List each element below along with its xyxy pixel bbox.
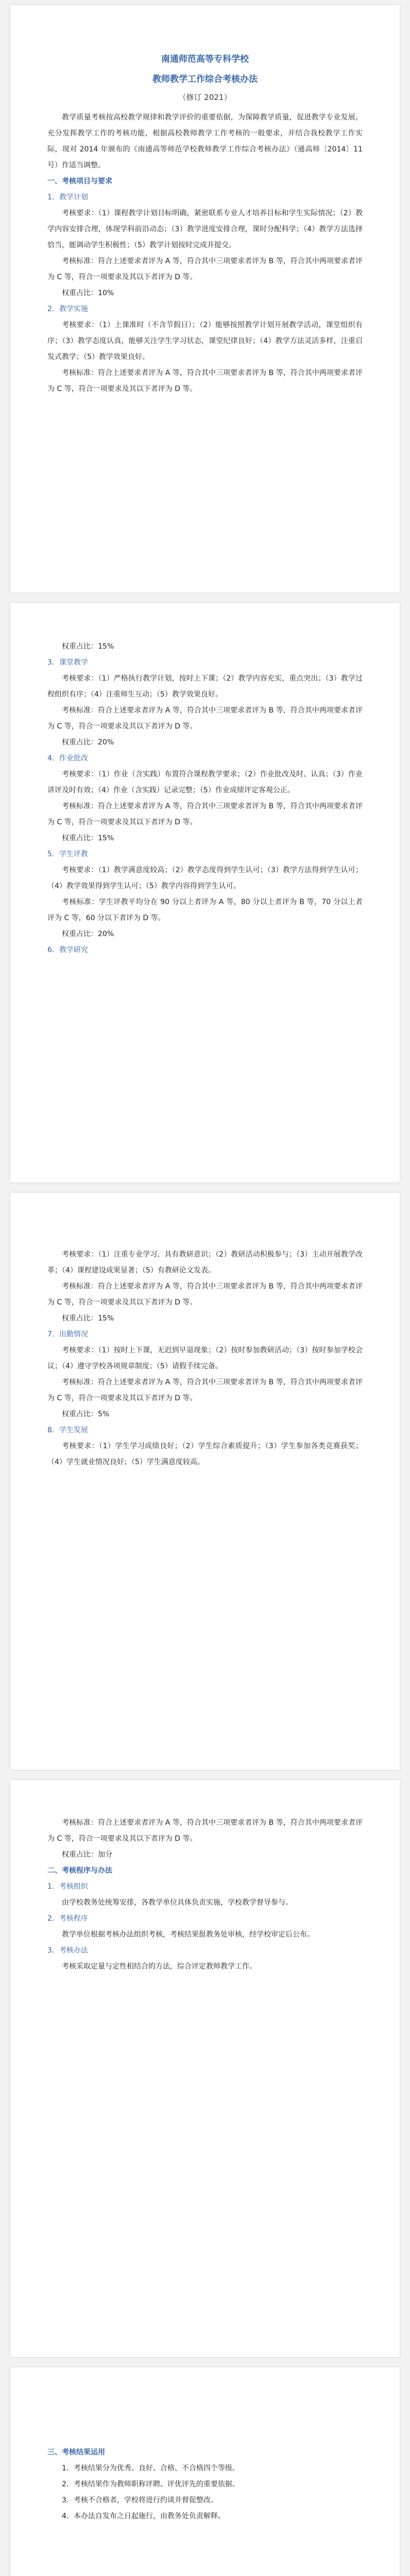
result-item: 1．考核结果分为优秀、良好、合格、不合格四个等级。 — [62, 2464, 240, 2472]
page-1 — [10, 5, 400, 592]
item-content: 考核要求：（1）学生学习成绩良好；（2）学生综合素质提升；（3）学生参加各类竞赛获奖；（4）学生就业情况良好；（5）学生满意度较高。 — [47, 1442, 363, 1466]
section-heading: 二、考核程序与办法 — [47, 1867, 112, 1875]
item-weight: 权重占比：15% — [62, 1314, 114, 1323]
page-2 — [10, 603, 400, 1182]
item-eval: 考核标准：符合上述要求者评为 A 等，符合其中三项要求者评为 B 等，符合其中两项要求者评为 C 等，符合一项要求及其以下者评为 D 等。 — [47, 1819, 363, 1843]
item-weight: 权重占比：20% — [62, 930, 114, 938]
item-content: 考核要求：（1）严格执行教学计划，按时上下课；（2）教学内容充实，重点突出；（3）教学过程组织有序；（4）注重师生互动；（5）教学效果良好。 — [47, 674, 363, 699]
item-weight: 权重占比：20% — [62, 738, 114, 747]
item-weight: 权重占比：15% — [62, 642, 114, 651]
item-eval: 考核标准：符合上述要求者评为 A 等，符合其中三项要求者评为 B 等，符合其中两项要求者评为 C 等，符合一项要求及其以下者评为 D 等。 — [47, 802, 363, 826]
item-eval: 考核标准：符合上述要求者评为 A 等，符合其中三项要求者评为 B 等，符合其中两项要求者评为 C 等，符合一项要求及其以下者评为 D 等。 — [47, 1378, 363, 1402]
page-4 — [10, 1780, 400, 2357]
item-eval: 考核标准：符合上述要求者评为 A 等，符合其中三项要求者评为 B 等，符合其中两项要求者评为 C 等，符合一项要求及其以下者评为 D 等。 — [47, 257, 363, 281]
item-heading: 6．教学研究 — [47, 946, 88, 954]
page-5 — [10, 2367, 400, 2576]
school-name: 南通师范高等专科学校 — [161, 54, 249, 64]
document-title: 教师教学工作综合考核办法 — [152, 74, 258, 84]
item-weight: 权重占比：5% — [62, 1410, 110, 1418]
item-heading: 2．教学实施 — [47, 305, 88, 313]
item-eval: 考核标准：符合上述要求者评为 A 等，符合其中三项要求者评为 B 等，符合其中两项要求者评为 C 等，符合一项要求及其以下者评为 D 等。 — [47, 369, 363, 393]
result-item: 4．本办法自发布之日起施行，由教务处负责解释。 — [62, 2512, 225, 2520]
item-heading: 5．学生评教 — [47, 850, 88, 858]
item-content: 考核要求：（1）按时上下课，无迟到早退现象；（2）按时参加教研活动；（3）按时参加学校会议；（4）遵守学校各项规章制度；（5）请假手续完备。 — [47, 1346, 363, 1370]
item-weight: 权重占比：10% — [62, 289, 114, 297]
item-content: 考核要求：（1）上课准时（不含节假日）；（2）能够按照教学计划开展教学活动，课堂组织有序；（3）教学态度认真，能够关注学生学习状态，课堂纪律良好；（4）教学方法灵活多样，注重启发式教学；（5）教学效果良好。 — [47, 321, 363, 361]
procedure-content: 由学校教务处统筹安排，各教学单位具体负责实施，学校教学督导参与。 — [62, 1899, 293, 1907]
section-heading: 一、考核项目与要求 — [47, 177, 112, 185]
item-weight: 权重占比：15% — [62, 834, 114, 842]
item-eval: 考核标准：符合上述要求者评为 A 等，符合其中三项要求者评为 B 等，符合其中两项要求者评为 C 等，符合一项要求及其以下者评为 D 等。 — [47, 1282, 363, 1307]
item-heading: 3．课堂教学 — [47, 658, 88, 667]
item-heading: 1．教学计划 — [47, 193, 88, 201]
item-content: 考核要求：（1）教学满意度较高；（2）教学态度得到学生认可；（3）教学方法得到学生认可；（4）教学效果得到学生认可；（5）教学内容得到学生认可。 — [47, 866, 363, 890]
item-content: 考核要求：（1）注重专业学习，具有教研意识；（2）教研活动积极参与；（3）主动开展教学改革；（4）课程建设成果显著；（5）有教研论文发表。 — [47, 1250, 363, 1275]
procedure-content: 教学单位根据考核办法组织考核，考核结果报教务处审核，经学校审定后公布。 — [62, 1930, 314, 1939]
result-item: 2．考核结果作为教师职称评聘、评优评先的重要依据。 — [62, 2480, 240, 2488]
procedure-heading: 3．考核办法 — [47, 1946, 88, 1955]
item-heading: 7．出勤情况 — [47, 1330, 88, 1338]
item-eval: 考核标准：学生评教平均分在 90 分以上者评为 A 等，80 分以上者评为 B 等，70 分以上者评为 C 等，60 分以下者评为 D 等。 — [47, 898, 363, 922]
item-content: 考核要求：（1）课程教学计划目标明确，紧密联系专业人才培养目标和学生实际情况；（2）教学内容安排合理，体现学科前沿动态；（3）教学进度安排合理，课时分配科学；（4）教学方法选择恰当，能调动学生积极性；（5）教学计划按时完成并提交。 — [47, 209, 363, 249]
section-heading: 三、考核结果运用 — [47, 2448, 105, 2456]
result-item: 3．考核不合格者，学校将进行约谈并督促整改。 — [62, 2496, 218, 2504]
item-heading: 4．作业批改 — [47, 754, 88, 762]
item-content: 考核要求：（1）作业（含实践）布置符合课程教学要求；（2）作业批改及时、认真；（3）作业讲评及时有效；（4）作业（含实践）记录完整；（5）作业成绩评定客观公正。 — [47, 770, 363, 794]
page-3 — [10, 1193, 400, 1770]
procedure-content: 考核采取定量与定性相结合的方法，综合评定教师教学工作。 — [62, 1962, 257, 1971]
item-heading: 8．学生发展 — [47, 1426, 88, 1434]
revision-note: （修订 2021） — [178, 93, 232, 102]
procedure-heading: 2．考核程序 — [47, 1914, 88, 1923]
procedure-heading: 1．考核组织 — [47, 1883, 88, 1891]
item-eval: 考核标准：符合上述要求者评为 A 等，符合其中三项要求者评为 B 等，符合其中两项要求者评为 C 等，符合一项要求及其以下者评为 D 等。 — [47, 706, 363, 731]
intro-paragraph: 教学质量考核按高校教学规律和教学评价的重要依据，为保障教学质量，促进教学专业发展，充分发挥教学工作的考核功能，根据高校教师教学工作考核的一般要求，并结合我校教学工作实际，现对 2014 年颁布的《南通高等师范学校教师教学工作综合考核办法》（通高师〔2014〕11 号）作适当调整。 — [47, 113, 363, 170]
item-weight: 权重占比：加分 — [62, 1851, 112, 1859]
